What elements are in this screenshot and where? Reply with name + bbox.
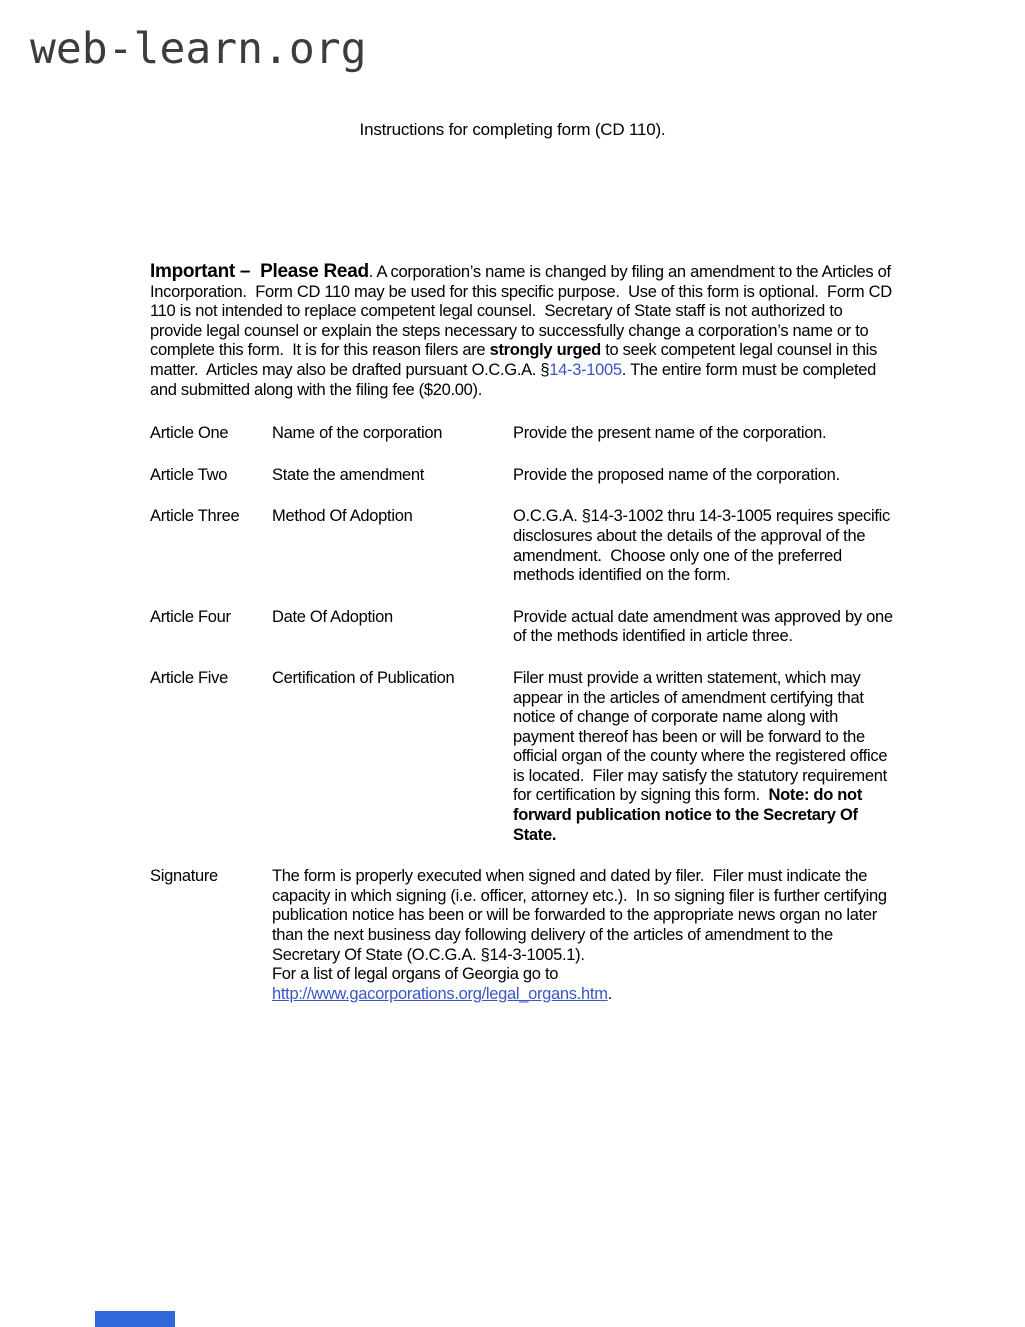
statute-link[interactable]: 14-3-1005	[549, 360, 622, 379]
footer-blue-bar	[95, 1311, 175, 1327]
article-row-two	[150, 466, 898, 486]
article-label: Article One	[150, 424, 229, 443]
signature-period: .	[607, 984, 612, 1003]
intro-text: . A corporation’s name is changed by filing an amendment to the Articles of Incorporation. Form CD 110 may be used for this specific purpose. Use of this form is optional. Form CD 110 is not intended to replace competent legal counsel. Secretary of State staff is not authorized to provide legal counsel or explain the steps necessary to successfully change a corporation’s name or to complete this form. It is for this reason filers are	[150, 263, 897, 360]
article-description	[513, 669, 893, 845]
article-description: Provide the proposed name of the corporation.	[513, 465, 840, 484]
article-description-note: Note: do not forward publication notice to the Secretary Of State.	[513, 786, 867, 844]
intro-lead: Important – Please Read	[150, 261, 369, 282]
article-description: Provide the present name of the corporation.	[513, 424, 827, 443]
article-row-one	[150, 424, 898, 444]
article-name: Date Of Adoption	[272, 607, 393, 626]
article-label: Article Three	[150, 507, 240, 526]
signature-text: The form is properly executed when signed and dated by filer. Filer must indicate the capacity in which signing (i.e. officer, attorney etc.). In so signing filer is further certifying publication notice has been or will be forwarded to the appropriate news organ no later than the next business day following delivery of the articles of amendment to the Secretary Of State (O.C.G.A. §14-3-1005.1).	[272, 867, 892, 964]
article-row-four	[150, 608, 898, 647]
intro-paragraph	[150, 262, 898, 400]
article-name: Certification of Publication	[272, 668, 455, 687]
article-name: Name of the corporation	[272, 424, 443, 443]
article-row-five	[150, 669, 898, 845]
legal-organs-link[interactable]: http://www.gacorporations.org/legal_organs.htm	[272, 984, 608, 1003]
signature-label: Signature	[150, 867, 218, 886]
article-name: Method Of Adoption	[272, 507, 413, 526]
article-row-three	[150, 507, 898, 585]
signature-more-text: For a list of legal organs of Georgia go to	[272, 965, 559, 984]
intro-bold-phrase: strongly urged	[489, 341, 601, 360]
intro-text: . The entire form must be completed and submitted along with the filing fee ($20.00).	[150, 360, 881, 399]
signature-description	[272, 867, 893, 1004]
article-label: Article Five	[150, 668, 228, 687]
article-label: Article Four	[150, 607, 231, 626]
article-name: State the amendment	[272, 465, 425, 484]
intro-text: to seek competent legal counsel in this matter. Articles may also be drafted pursuant O.C.G.A. §	[150, 341, 882, 379]
site-logo: web-learn.org	[30, 24, 367, 74]
signature-link-line	[272, 985, 893, 1005]
article-description: Provide actual date amendment was approved by one of the methods identified in article three.	[513, 607, 898, 646]
article-description-text: Filer must provide a written statement, which may appear in the articles of amendment certifying that notice of change of corporate name along with payment thereof has been or will be forward to the official organ of the county where the registered office is located. Filer may satisfy the statutory requirement for certification by signing this form.	[513, 668, 892, 805]
article-label: Article Two	[150, 465, 228, 484]
document-title: Instructions for completing form (CD 110).	[359, 120, 666, 139]
article-description: O.C.G.A. §14-3-1002 thru 14-3-1005 requires specific disclosures about the details of the approval of the amendment. Choose only one of the preferred methods identified on the form.	[513, 507, 895, 585]
document-body	[150, 262, 898, 1026]
signature-row	[150, 867, 898, 1004]
